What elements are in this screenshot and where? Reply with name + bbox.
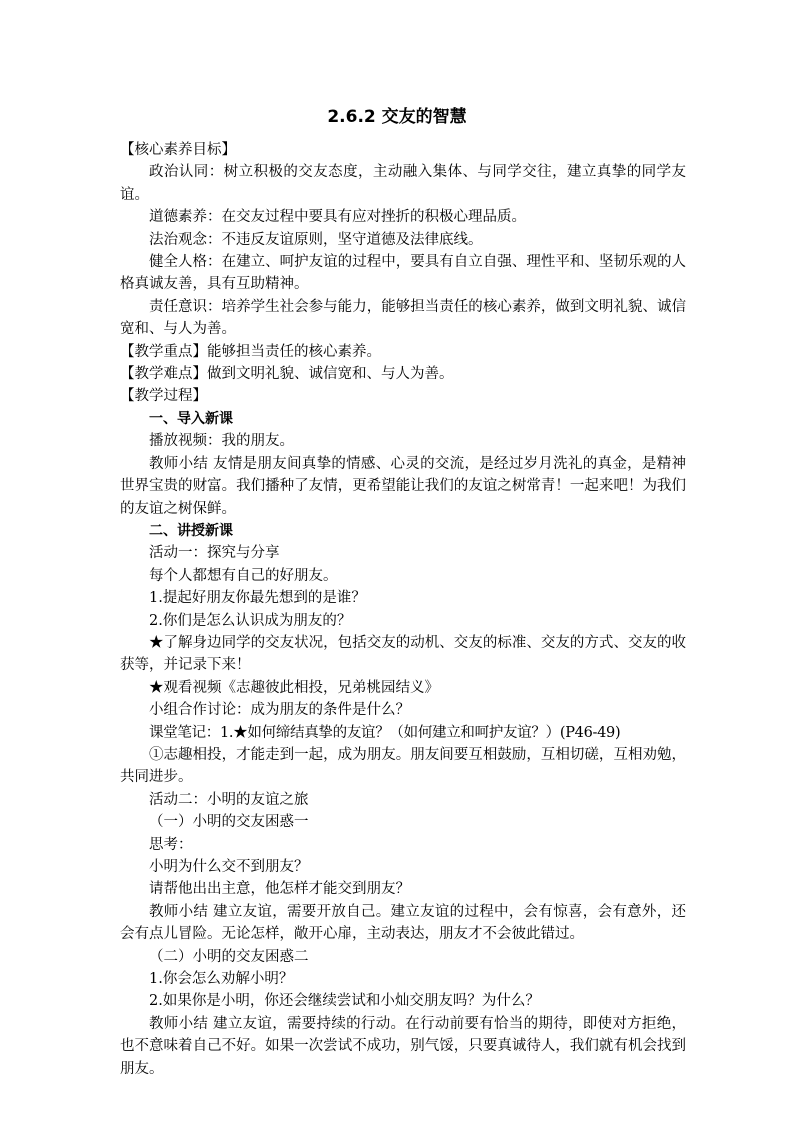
paragraph-puzzle-1: （一）小明的交友困惑一: [149, 814, 309, 831]
paragraph-summary-1: 教师小结 友情是朋友间真挚的情感、心灵的交流，是经过岁月洗礼的真金，是精神世界宝贵的财富。我们播种了友情，更希望能让我们的友谊之树常青！一起来吧！为我们的友谊之树保鲜。: [120, 455, 686, 517]
paragraph-q2: 2.你们是怎么认识成为朋友的？: [149, 612, 352, 629]
paragraph-why-no-friends: 小明为什么交不到朋友？: [149, 859, 309, 875]
paragraph-personality: 健全人格：在建立、呵护友谊的过程中，要具有自立自强、理性平和、坚韧乐观的人格真诚友善，具有互助精神。: [120, 254, 686, 293]
paragraph-q-persuade: 1.你会怎么劝解小明？: [149, 971, 294, 988]
paragraph-responsibility: 责任意识：培养学生社会参与能力，能够担当责任的核心素养，做到文明礼貌、诚信宽和、与人为善。: [120, 298, 686, 338]
paragraph-activity-2: 活动二：小明的友谊之旅: [149, 791, 309, 808]
paragraph-star-survey: ★了解身边同学的交友状况，包括交友的动机、交友的标准、交友的方式、交友的收获等，并记录下来！: [120, 634, 686, 674]
paragraph-q1: 1.提起好朋友你最先想到的是谁？: [149, 590, 366, 607]
paragraph-political: 政治认同：树立积极的交友态度，主动融入集体、与同学交往，建立真挚的同学友谊。: [120, 164, 686, 203]
paragraph-summary-2: 教师小结 建立友谊，需要开放自己。建立友谊的过程中，会有惊喜，会有意外，还会有点儿冒险。无论怎样，敞开心扉，主动表达，朋友才不会彼此错过。: [120, 903, 686, 943]
paragraph-help-idea: 请帮他出出主意，他怎样才能交到朋友？: [149, 881, 410, 898]
paragraph-process: 【教学过程】: [120, 388, 207, 405]
paragraph-star-video: ★观看视频《志趣彼此相投，兄弟桃园结义》: [149, 679, 439, 696]
paragraph-activity-1: 活动一：探究与分享: [149, 545, 280, 562]
paragraph-summary-3: 教师小结 建立友谊，需要持续的行动。在行动前要有恰当的期待，即使对方拒绝，也不意味着自己不好。如果一次尝试不成功，别气馁，只要真诚待人，我们就有机会找到朋友。: [120, 1015, 686, 1077]
paragraph-video: 播放视频：我的朋友。: [149, 433, 294, 450]
paragraph-core-goals: 【核心素养目标】: [120, 142, 236, 158]
heading-new-lesson: 二、讲授新课: [149, 522, 233, 539]
paragraph-q-continue: 2.如果你是小明，你还会继续尝试和小灿交朋友吗？为什么？: [149, 993, 540, 1010]
paragraph-group-discuss: 小组合作讨论：成为朋友的条件是什么？: [149, 702, 410, 719]
paragraph-note-1: ①志趣相投，才能走到一起，成为朋友。朋友间要互相鼓励，互相切磋，互相劝勉，共同进步。: [120, 746, 686, 786]
document-title: 2.6.2 交友的智慧: [327, 107, 467, 127]
paragraph-difficult-point: 【教学难点】做到文明礼貌、诚信宽和、与人为善。: [120, 366, 454, 383]
paragraph-everyone: 每个人都想有自己的好朋友。: [149, 567, 338, 584]
paragraph-puzzle-2: （二）小明的交友困惑二: [149, 948, 309, 965]
paragraph-class-notes: 课堂笔记：1.★如何缔结真挚的友谊？（如何建立和呵护友谊？）(P46-49): [149, 724, 621, 741]
document-body: [120, 139, 686, 1080]
paragraph-law: 法治观念：不违反友谊原则，坚守道德及法律底线。: [149, 231, 483, 248]
paragraph-think: 思考：: [149, 836, 193, 853]
heading-intro: 一、导入新课: [149, 410, 233, 427]
paragraph-key-point: 【教学重点】能够担当责任的核心素养。: [120, 343, 381, 360]
paragraph-moral: 道德素养：在交友过程中要具有应对挫折的积极心理品质。: [149, 209, 526, 226]
